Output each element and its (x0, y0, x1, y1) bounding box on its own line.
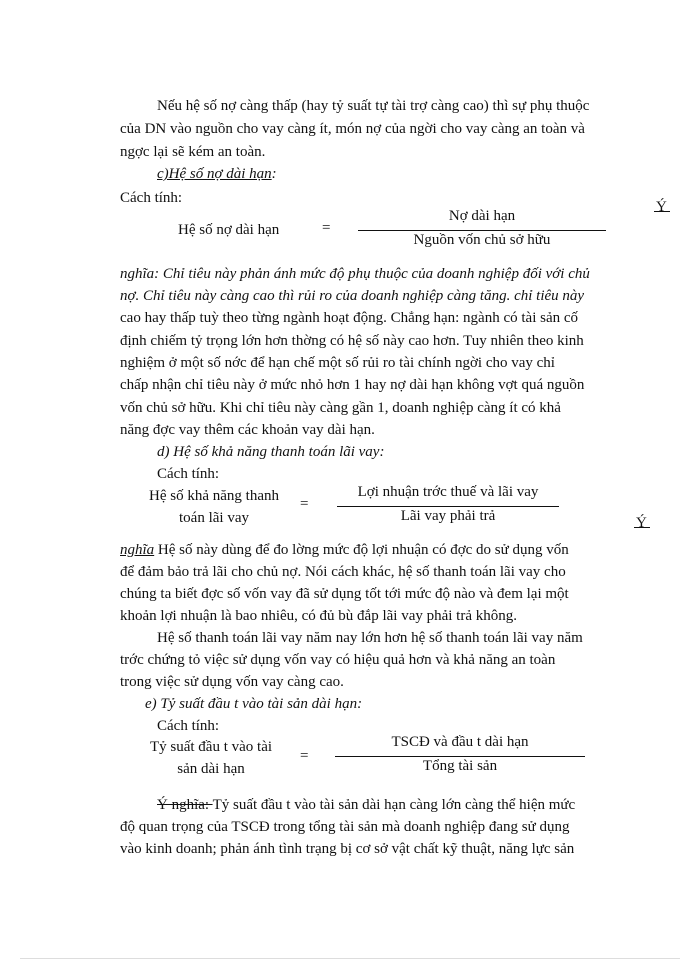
paragraph-1-line-1: Nếu hệ số nợ càng thấp (hay tỷ suất tự tài trợ càng cao) thì sự phụ thuộc (157, 98, 590, 114)
paragraph-4-line-2: trớc chứng tỏ việc sử dụng vốn vay có hiệu quả hơn và khả năng an toàn (120, 652, 556, 668)
paragraph-2-nghia: nghĩa (120, 266, 155, 282)
formula-1-lhs: Hệ số nợ dài hạn (178, 222, 280, 238)
formula-3-lhs-line-1: Tỷ suất đầu t vào tài (149, 739, 273, 755)
paragraph-3-line-2: để đảm bảo trả lãi cho chủ nợ. Nói cách khác, hệ số thanh toán lãi vay cho (120, 564, 566, 580)
formula-2-lhs-line-1: Hệ số khả năng thanh (149, 488, 279, 504)
paragraph-2-line-5: nghiệm ở một số nớc để hạn chế một số rủi ro tài chính ngời cho vay chỉ (120, 355, 555, 371)
paragraph-3-line-1-text: Hệ số này dùng để đo lờng mức độ lợi nhuận có đợc do sử dụng vốn (154, 542, 569, 558)
margin-mark-1 (656, 199, 667, 216)
paragraph-1-line-3: ngợc lại sẽ kém an toàn. (120, 144, 266, 160)
margin-mark-2 (636, 515, 647, 532)
formula-1-equals: = (322, 220, 331, 236)
paragraph-3-line-4: khoản lợi nhuận là bao nhiêu, có đủ bù đắp lãi vay phải trả không. (120, 608, 518, 624)
paragraph-5-y-nghia: Ý nghĩa: (157, 797, 213, 813)
paragraph-1-line-2: của DN vào nguồn cho vay càng ít, món nợ của ngời cho vay càng an toàn và (120, 121, 585, 137)
formula-2-denominator: Lãi vay phải trả (400, 508, 496, 524)
paragraph-3-line-1 (120, 540, 569, 560)
formula-3-fraction-bar (335, 756, 585, 757)
formula-2-numerator: Lợi nhuận trớc thuế và lãi vay (357, 484, 539, 500)
formula-2-lhs-line-2: toán lãi vay (179, 510, 249, 526)
formula-1-numerator: Nợ dài hạn (448, 208, 516, 224)
formula-3-numerator: TSCĐ và đầu t dài hạn (391, 734, 529, 750)
paragraph-3-nghia: nghĩa (120, 542, 155, 558)
heading-c-colon: : (271, 166, 277, 182)
formula-1-denominator: Nguồn vốn chủ sở hữu (413, 232, 551, 248)
paragraph-2-line-1-text: : Chỉ tiêu này phản ánh mức độ phụ thuộc của doanh nghiệp đối với chủ (154, 266, 590, 282)
formula-1-fraction-bar (358, 230, 606, 231)
heading-d: d) Hệ số khả năng thanh toán lãi vay: (157, 444, 385, 460)
cach-tinh-2: Cách tính: (157, 466, 220, 482)
paragraph-2-line-4: định chiếm tỷ trọng lớn hơn thờng có hệ số này cao hơn. Tuy nhiên theo kinh (120, 333, 584, 349)
page-bottom-rule (20, 958, 680, 959)
cach-tinh-3: Cách tính: (157, 718, 220, 734)
paragraph-2-line-3: cao hay thấp tuỳ theo từng ngành hoạt động. Chẳng hạn: ngành có tài sản cố (120, 310, 579, 326)
formula-2-equals: = (300, 496, 309, 512)
formula-3-equals: = (300, 748, 309, 764)
margin-mark-1-text: Ý (656, 199, 667, 215)
paragraph-2-line-8: năng đợc vay thêm các khoản vay dài hạn. (120, 422, 375, 438)
paragraph-2-line-2: nợ. Chỉ tiêu này càng cao thì rủi ro của doanh nghiệp càng tăng. chỉ tiêu này (120, 288, 585, 304)
paragraph-5-line-1-text: Tỷ suất đầu t vào tài sản dài hạn càng lớn càng thể hiện mức (212, 797, 576, 813)
paragraph-5-line-1 (157, 795, 575, 815)
heading-c-text: c)Hệ số nợ dài hạn (157, 166, 272, 182)
paragraph-2-line-6: chấp nhận chỉ tiêu này ở mức nhỏ hơn 1 hay nợ dài hạn không vợt quá nguồn (120, 377, 585, 393)
paragraph-2-line-1 (120, 264, 590, 284)
margin-mark-2-text: Ý (636, 515, 647, 531)
formula-2-fraction-bar (337, 506, 559, 507)
paragraph-5-line-3: vào kinh doanh; phản ánh tình trạng bị cơ sở vật chất kỹ thuật, năng lực sản (120, 841, 575, 857)
paragraph-4-line-1: Hệ số thanh toán lãi vay năm nay lớn hơn hệ số thanh toán lãi vay năm (157, 630, 583, 646)
heading-e: e) Tỷ suất đầu t vào tài sản dài hạn: (145, 696, 363, 712)
paragraph-2-line-7: vốn chủ sở hữu. Khi chỉ tiêu này càng gần 1, doanh nghiệp càng ít có khả (120, 400, 561, 416)
paragraph-4-line-3: trong việc sử dụng vốn vay càng cao. (120, 674, 344, 690)
cach-tinh-1: Cách tính: (120, 190, 183, 206)
paragraph-5-line-2: độ quan trọng của TSCĐ trong tổng tài sản mà doanh nghiệp đang sử dụng (120, 819, 570, 835)
formula-3-lhs-line-2: sản dài hạn (177, 761, 245, 777)
heading-c (157, 164, 277, 184)
formula-3-denominator: Tổng tài sản (422, 758, 498, 774)
paragraph-3-line-3: chúng ta biết đợc số vốn vay đã sử dụng tốt tới mức độ nào và đem lại một (120, 586, 569, 602)
